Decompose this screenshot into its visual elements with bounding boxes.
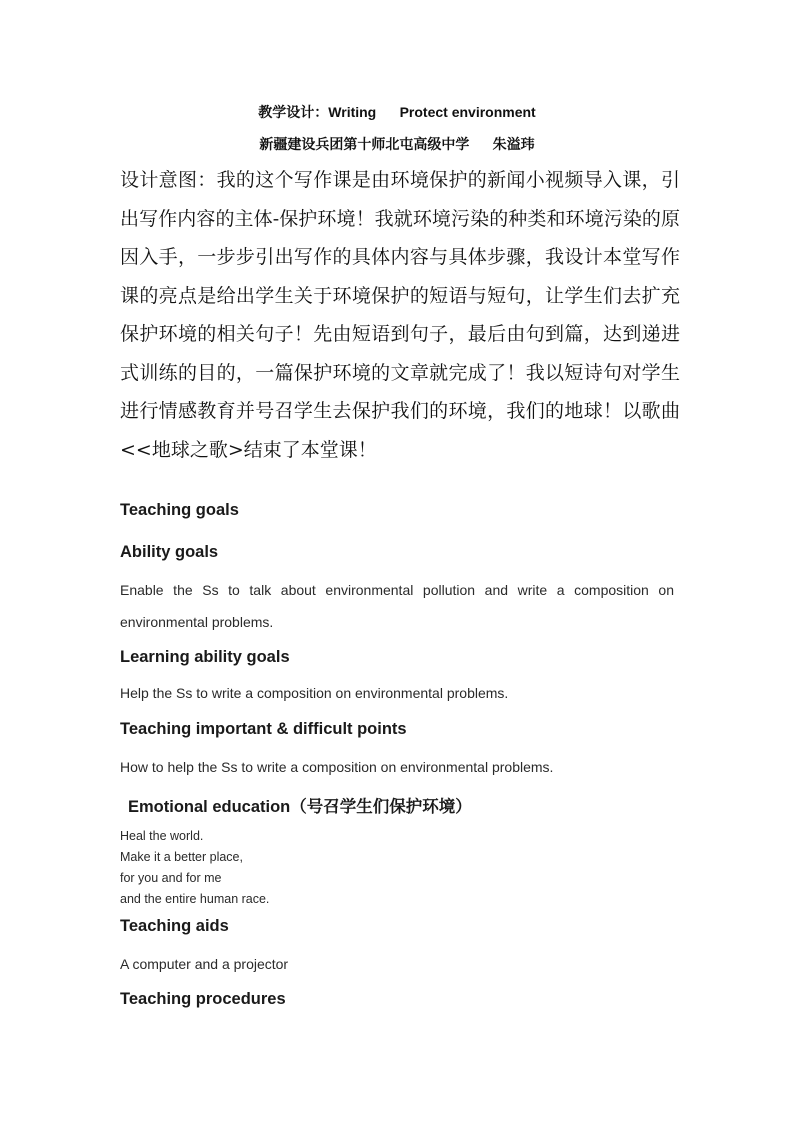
poem-line: Heal the world. [120, 829, 204, 843]
teaching-aids-text: A computer and a projector [120, 956, 289, 972]
poem [120, 826, 269, 910]
important-points-heading: Teaching important & difficult points [120, 720, 407, 738]
ability-goals-text: Enable the Ss to talk about environmental pollution and write a composition on environmental problems. [120, 582, 674, 630]
poem-line: Make it a better place, [120, 850, 243, 864]
important-points-text: How to help the Ss to write a composition on environmental problems. [120, 759, 554, 775]
teaching-procedures-heading: Teaching procedures [120, 990, 286, 1008]
teaching-aids-heading: Teaching aids [120, 917, 229, 935]
ability-goals-heading: Ability goals [120, 543, 219, 561]
author-line: 新疆建设兵团第十师北屯高级中学 朱溢玮 [259, 136, 535, 152]
learning-ability-goals-heading: Learning ability goals [120, 648, 290, 666]
poem-line: for you and for me [120, 871, 222, 885]
emotional-education-heading: Emotional education（号召学生们保护环境） [128, 798, 472, 816]
teaching-goals-heading: Teaching goals [120, 501, 239, 519]
design-intent-paragraph: 设计意图：我的这个写作课是由环境保护的新闻小视频导入课，引出写作内容的主体-保护环境！我就环境污染的种类和环境污染的原因入手，一步步引出写作的具体内容与具体步骤，我设计本堂写作课的亮点是给出学生关于环境保护的短语与短句，让学生们去扩充保护环境的相关句子！先由短语到句子，最后由句到篇，达到递进式训练的目的，一篇保护环境的文章就完成了！我以短诗句对学生进行情感教育并号召学生去保护我们的环境，我们的地球！以歌曲<<地球之歌>结束了本堂课！ [120, 169, 680, 461]
learning-ability-goals-text: Help the Ss to write a composition on environmental problems. [120, 685, 509, 701]
document-title: 教学设计：Writing Protect environment [258, 104, 536, 120]
poem-line: and the entire human race. [120, 892, 270, 906]
